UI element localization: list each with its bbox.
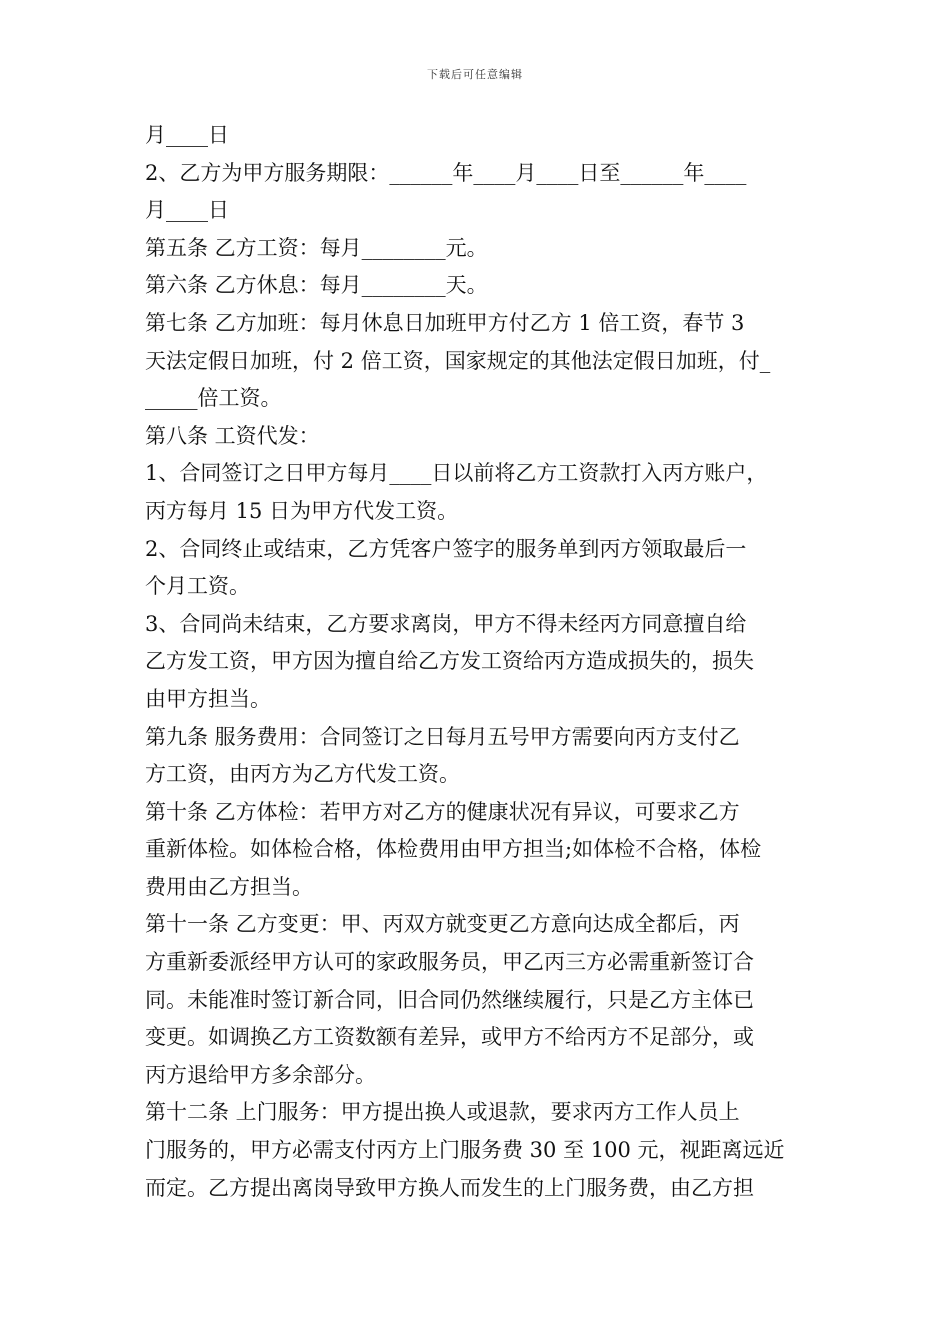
text-line: 天法定假日加班，付 2 倍工资，国家规定的其他法定假日加班，付_	[145, 348, 771, 373]
text-line: 而定。乙方提出离岗导致甲方换人而发生的上门服务费，由乙方担	[145, 1175, 754, 1200]
text-line: 3、合同尚未结束，乙方要求离岗，甲方不得未经丙方同意擅自给	[145, 611, 747, 636]
text-line: 2、乙方为甲方服务期限：______年____月____日至______年____	[145, 160, 747, 185]
text-line: 方工资，由丙方为乙方代发工资。	[145, 762, 460, 787]
text-line: _____倍工资。	[145, 386, 282, 411]
document-body	[145, 117, 810, 1207]
page-header: 下载后可任意编辑	[427, 68, 523, 81]
text-line: 第七条 乙方加班：每月休息日加班甲方付乙方 1 倍工资，春节 3	[145, 310, 745, 335]
text-line: 第八条 工资代发：	[145, 423, 320, 448]
text-line: 门服务的，甲方必需支付丙方上门服务费 30 至 100 元，视距离远近	[145, 1138, 785, 1163]
text-line: 1、合同签订之日甲方每月____日以前将乙方工资款打入丙方账户，	[145, 461, 768, 486]
text-line: 2、合同终止或结束，乙方凭客户签字的服务单到丙方领取最后一	[145, 536, 747, 561]
text-line: 变更。如调换乙方工资数额有差异，或甲方不给丙方不足部分，或	[145, 1025, 754, 1050]
text-line: 同。未能准时签订新合同，旧合同仍然继续履行，只是乙方主体已	[145, 987, 754, 1012]
text-line: 月____日	[145, 123, 229, 147]
text-line: 丙方每月 15 日为甲方代发工资。	[145, 498, 459, 523]
text-line: 个月工资。	[145, 574, 250, 599]
text-line: 丙方退给甲方多余部分。	[145, 1062, 376, 1087]
text-line: 月____日	[145, 198, 229, 223]
text-line: 方重新委派经甲方认可的家政服务员，甲乙丙三方必需重新签订合	[145, 950, 754, 975]
text-line: 第十二条 上门服务：甲方提出换人或退款，要求丙方工作人员上	[145, 1100, 740, 1125]
text-line: 重新体检。如体检合格，体检费用由甲方担当;如体检不合格，体检	[145, 837, 762, 862]
text-line: 费用由乙方担当。	[145, 874, 313, 899]
text-line: 由甲方担当。	[145, 686, 271, 711]
text-line: 第六条 乙方休息：每月________天。	[145, 273, 488, 298]
text-line: 第十条 乙方体检：若甲方对乙方的健康状况有异议，可要求乙方	[145, 799, 740, 824]
text-line: 第十一条 乙方变更：甲、丙双方就变更乙方意向达成全都后，丙	[145, 912, 740, 937]
text-line: 第九条 服务费用：合同签订之日每月五号甲方需要向丙方支付乙	[145, 724, 740, 749]
text-line: 第五条 乙方工资：每月________元。	[145, 235, 488, 260]
text-line: 乙方发工资，甲方因为擅自给乙方发工资给丙方造成损失的，损失	[145, 649, 754, 674]
